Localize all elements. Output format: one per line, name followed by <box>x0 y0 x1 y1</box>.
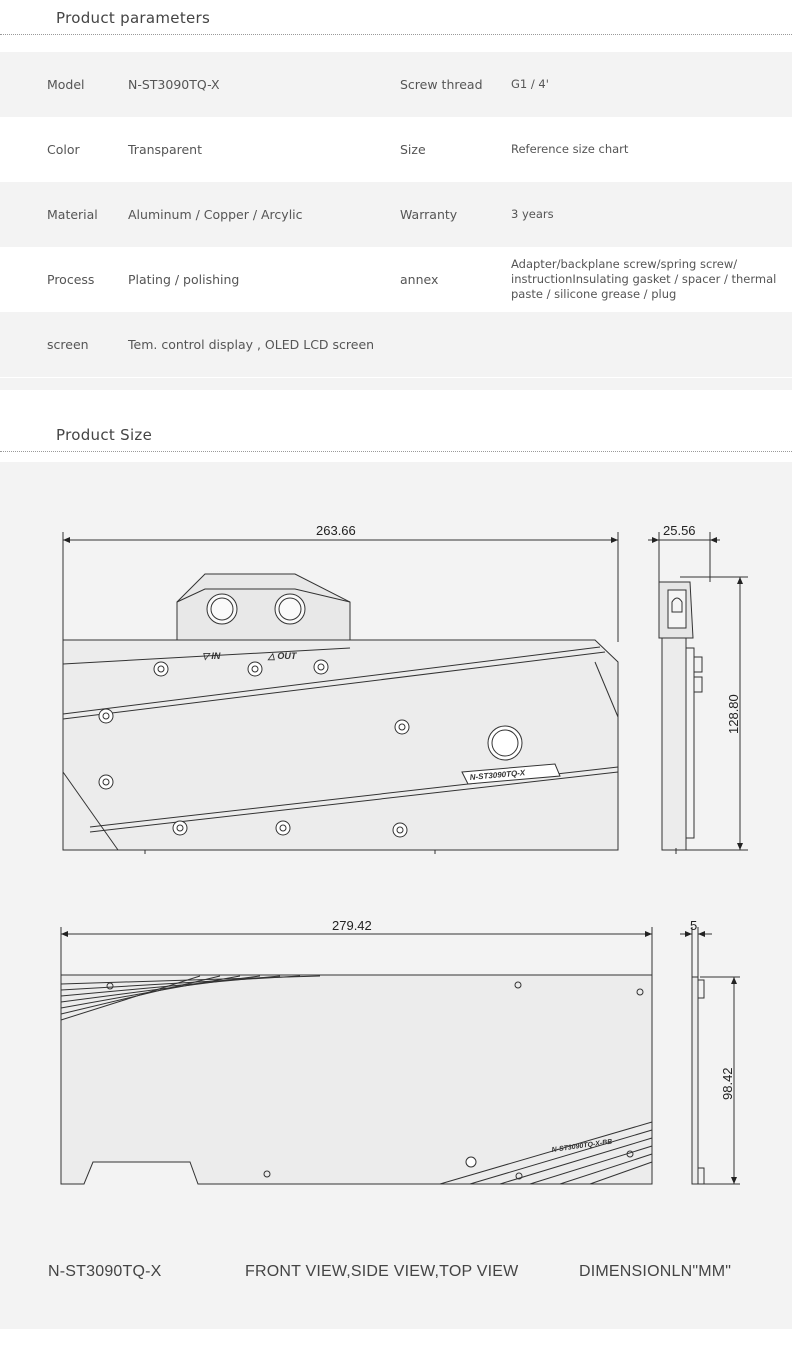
technical-drawing <box>0 462 792 1329</box>
row-value: G1 / 4' <box>511 77 549 91</box>
table-row <box>0 52 792 117</box>
row-label: Process <box>47 272 95 287</box>
row-value: 3 years <box>511 207 554 221</box>
row-value: Plating / polishing <box>128 272 240 287</box>
row-label: Material <box>47 207 98 222</box>
row-label: Color <box>47 142 80 157</box>
row-value: Adapter/backplane screw/spring screw/ instructionInsulating gasket / spacer / thermal paste / silicone grease / plug <box>511 257 777 301</box>
front-height-dimension: 128.80 <box>726 694 741 734</box>
front-model-badge: N-ST3090TQ-X <box>469 768 526 782</box>
caption-views: FRONT VIEW,SIDE VIEW,TOP VIEW <box>245 1263 519 1280</box>
front-width-dimension: 263.66 <box>316 523 356 538</box>
row-value: N-ST3090TQ-X <box>128 77 220 92</box>
table-row <box>0 182 792 247</box>
parameters-table <box>0 52 792 377</box>
row-value: Aluminum / Copper / Arcylic <box>128 207 303 222</box>
row-label: screen <box>47 337 89 352</box>
row-value: Reference size chart <box>511 142 629 156</box>
row-value: Tem. control display , OLED LCD screen <box>128 337 375 352</box>
size-section-header <box>0 417 792 452</box>
parameters-section-header <box>0 0 792 35</box>
row-label: Screw thread <box>400 77 483 92</box>
parameters-title: Product parameters <box>56 9 211 27</box>
in-port-label: ▽ IN <box>202 651 221 661</box>
table-footer-band <box>0 378 792 390</box>
row-label: annex <box>400 272 439 287</box>
back-height-dimension: 98.42 <box>720 1067 735 1100</box>
size-title: Product Size <box>56 426 153 444</box>
row-value <box>511 312 781 377</box>
table-row <box>0 312 792 377</box>
row-value: Transparent <box>128 142 203 157</box>
table-row <box>0 117 792 182</box>
caption-model: N-ST3090TQ-X <box>48 1263 162 1280</box>
back-side-width-dimension: 5 <box>690 918 698 933</box>
row-label: Size <box>400 142 426 157</box>
size-diagram-panel <box>0 462 792 1329</box>
side-width-dimension: 25.56 <box>663 523 696 538</box>
row-label: Model <box>47 77 85 92</box>
caption-unit: DIMENSIONLN"MM" <box>579 1263 732 1280</box>
out-port-label: △ OUT <box>268 651 297 661</box>
side-view-drawing <box>648 532 748 854</box>
backplate-side-view-drawing <box>680 927 740 1184</box>
table-row <box>0 247 792 312</box>
back-width-dimension: 279.42 <box>332 918 372 933</box>
front-view-drawing <box>63 532 618 854</box>
back-model-badge: N-ST3090TQ-X-BB <box>551 1138 613 1154</box>
row-label: Warranty <box>400 207 458 222</box>
